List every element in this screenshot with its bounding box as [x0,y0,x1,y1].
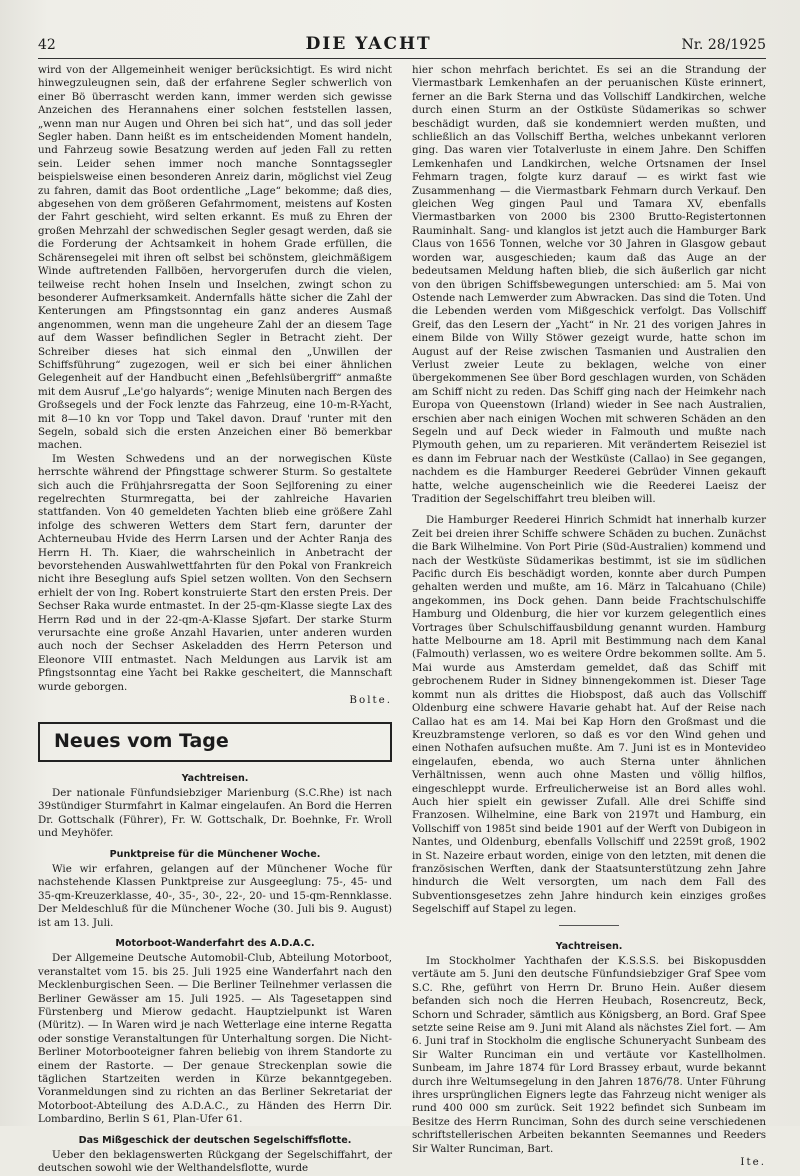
signature-line [38,694,392,707]
news-heading: Punktpreise für die Münchener Woche. [109,848,321,860]
news-heading: Yachtreisen. [555,940,623,952]
news-paragraph: Ueber den beklagenswerten Rückgang der Segelschiffahrt, der deutschen sowohl wie der Welthandelsflotte, wurde [38,1149,392,1175]
magazine-title: DIE YACHT [305,34,432,54]
news-heading: Motorboot-Wanderfahrt des A.D.A.C. [115,937,315,949]
article-paragraph: Im Westen Schwedens und an der norwegischen Küste herrschte während der Pfingsttage schwerer Sturm. So gestaltete sich auch die Frühjahrsregatta der Soon Sejlforening zu einer regelrechten Sturmregatta, bei der zahlreiche Havarien stattfanden. Von 40 gemeldeten Yachten blieb eine größere Zahl infolge des schweren Wetters dem Start fern, darunter der Achterneubau Hvide des Herrn Larsen und der Achter Ranja des Herrn H. Th. Kiaer, die wahrscheinlich in Anbetracht der bevorstehenden Auswahlwettfahrten für den Pokal von Frankreich nicht ihre Beseglung aufs Spiel setzen wollten. Von den Sechsern erhielt der von Ing. Robert konstruierte Start den ersten Preis. Der Sechser Raka wurde entmastet. In der 25-qm-Klasse siegte Lax des Herrn Rød und in der 22-qm-A-Klasse Sjøfart. Der starke Sturm verursachte eine große Anzahl Havarien, unter anderen wurden auch noch der Sechser Askeladden des Herrn Peterson und Eleonore VIII entmastet. Nach Meldungen aus Larvik ist am Pfingstsonntag eine Yacht bei Rakke gescheitert, die Mannschaft wurde geborgen. [38,452,392,693]
right-column [412,64,766,1170]
signature-line [412,1156,766,1169]
page-header [38,34,766,56]
news-heading: Das Mißgeschick der deutschen Segelschiffsflotte. [78,1134,352,1146]
author-signature: Bolte. [349,694,392,707]
article-paragraph: wird von der Allgemeinheit weniger berücksichtigt. Es wird nicht hinwegzuleugnen sein, daß der erfahrene Segler schwerlich von einer Bö überrascht werden kann, immer werden sich gewisse Anzeichen des Herannahens einer solchen feststellen lassen, „wenn man nur Augen und Ohren bei sich hat“, und das soll jeder Segler haben. Dann heißt es im entscheidenden Moment handeln, und Fahrzeug sowie Besatzung werden auf jeden Fall zu retten sein. Leider sehen immer noch manche Sonntagssegler beispielsweise einen besonderen Anreiz darin, möglichst viel Zeug zu fahren, damit das Boot ordentliche „Lage“ bekomme; daß dies, abgesehen von dem größeren Gefahrmoment, meistens auf Kosten der Fahrt geschieht, wird selten erkannt. Es muß zu Ehren der großen Mehrzahl der schwedischen Segler gesagt werden, daß sie die Forderung der Achtsamkeit in hohem Grade erfüllen, die Schärensegelei mit ihren oft selbst bei schönstem, gleichmäßigem Winde auftretenden Fallböen, hervorgerufen durch die vielen, teilweise recht hohen Inseln und Inselchen, zwingt schon zu besonderer Aufmerksamkeit. Andernfalls hätte sicher die Zahl der Kenterungen am Pfingstsonntag ein ganz anderes Ausmaß angenommen, wenn man die ungeheure Zahl der an diesem Tage auf dem Wasser befindlichen Segler in Betracht zieht. Der Schreiber dieses hat sich einmal den „Unwillen der Schiffsführung“ zugezogen, weil er sich bei einer ähnlichen Gelegenheit auf der Handbucht einen „Befehlsübergriff“ anmaßte mit dem Ausruf „Le'go halyards“; wenige Minuten nach Bergen des Großsegels und der Fock lenzte das Fahrzeug, eine 10-m-R-Yacht, mit 8—10 kn vor Topp und Takel davon. Drauf 'runter mit den Segeln, sobald sich die ersten Anzeichen einer Bö bemerkbar machen. [38,64,392,452]
section-box [38,722,392,762]
news-paragraph: Der nationale Fünfundsiebziger Marienburg (S.C.Rhe) ist nach 39stündiger Sturmfahrt in Kalmar eingelaufen. An Bord die Herren Dr. Gottschalk (Führer), Fr. W. Gottschalk, Dr. Boehnke, Fr. Wroll und Meyhöfer. [38,786,392,840]
section-title: Neues vom Tage [54,729,229,752]
news-paragraph: Im Stockholmer Yachthafen der K.S.S.S. bei Biskopusdden vertäute am 5. Juni den deutsche Fünfundsiebziger Graf Spee vom S.C. Rhe, geführt von Herrn Dr. Bruno Hein. Außer diesem befanden sich noch die Herren Heubach, Rosencreutz, Beck, Schorn und Schrader, sämtlich aus Königsberg, an Bord. Graf Spee setzte seine Reise am 9. Juni mit Aland als nächstes Ziel fort. — Am 6. Juni traf in Stockholm die englische Schuneryacht Sunbeam des Sir Walter Runciman ein und vertäute vor Kastellholmen. Sunbeam, im Jahre 1874 für Lord Brassey erbaut, wurde bekannt durch ihre Weltumsegelung in den Jahren 1876/78. Unter Führung ihres ursprünglichen Eigners legte das Fahrzeug nicht weniger als rund 400 000 sm zurück. Seit 1922 befindet sich Sunbeam im Besitze des Herrn Runciman, Sohn des durch seine verschiedenen schriftstellerischen Arbeiten bekannten Seemannes und Reeders Sir Walter Runciman, Bart. [412,955,766,1155]
news-heading: Yachtreisen. [181,772,249,784]
left-column [38,64,392,1176]
page-number: 42 [38,37,56,53]
header-rule [38,58,766,59]
article-paragraph: hier schon mehrfach berichtet. Es sei an die Strandung der Viermastbark Lemkenhafen an der peruanischen Küste erinnert, ferner an die Bark Sterna und das Vollschiff Landkirchen, welche durch einen Sturm an der Ostküste Südamerikas so schwer beschädigt wurden, daß sie kondemniert werden mußten, und schließlich an das Vollschiff Bertha, welches unbekannt verloren ging. Das waren vier Totalverluste in einem Jahre. Den Schiffen Lemkenhafen und Landkirchen, welche Ortsnamen der Insel Fehmarn tragen, folgte kurz darauf — es wirkt fast wie Zusammenhang — die Viermastbark Fehmarn durch Verkauf. Den gleichen Weg gingen Paul und Tamara XV, ebenfalls Viermastbarken von 2000 bis 2300 Brutto-Registertonnen Rauminhalt. Sang- und klanglos ist jetzt auch die Hamburger Bark Claus von 1656 Tonnen, welche vor 30 Jahren in Glasgow gebaut worden war, ausgeschieden; kaum daß das Auge an der bedeutsamen Meldung haften blieb, die sich äußerlich gar nicht von den übrigen Schiffsbewegungen unterschied: am 5. Mai von Ostende nach Lemwerder zum Abwracken. Das sind die Toten. Und die Lebenden werden vom Mißgeschick verfolgt. Das Vollschiff Greif, das den Lesern der „Yacht“ in Nr. 21 des vorigen Jahres in einem Bilde von Willy Stöwer gezeigt wurde, hatte schon im August auf der Reise zwischen Tasmanien und Australien den Verlust zweier Leute zu beklagen, welche von einer übergekommenen See über Bord geschlagen wurden, von Schäden am Schiff nicht zu reden. Das Schiff ging nach der Heimkehr nach Europa von Queenstown (Irland) wieder in See nach Australien, erschien aber nach einigen Wochen mit schweren Schäden an den Segeln und auf Deck wieder in Falmouth und mußte nach Plymouth gehen, um zu reparieren. Mit verändertem Reiseziel ist es dann im Februar nach der Westküste (Callao) in See gegangen, nachdem es die Hamburger Reederei Gebrüder Vinnen gekauft hatte, welche augenscheinlich wie die Reederei Laeisz der Tradition der Segelschiffahrt treu bleiben will. [412,64,766,505]
issue-number: Nr. 28/1925 [681,37,766,53]
author-signature: Ite. [740,1156,766,1169]
article-paragraph: Die Hamburger Reederei Hinrich Schmidt hat innerhalb kurzer Zeit bei dreien ihrer Schiffe schwere Schäden zu buchen. Zunächst die Bark Wilhelmine. Von Port Pirie (Süd-Australien) kommend und nach der Westküste Südamerikas bestimmt, ist sie im südlichen Pacific durch Eis beschädigt worden, konnte aber durch Pumpen gehalten werden und mußte, am 16. März in Talcahuano (Chile) angekommen, ins Dock gehen. Dann beide Frachtschulschiffe Hamburg und Oldenburg, die hier vor kurzem gelegentlich eines Vortrages über Schulschiffausbildung genannt wurden. Hamburg hatte Melbourne am 18. April mit Bestimmung nach dem Kanal (Falmouth) verlassen, wo es weitere Ordre bekommen sollte. Am 5. Mai wurde aus Amsterdam gemeldet, daß das Schiff mit gebrochenem Ruder in Sidney binnengekommen ist. Dieser Tage kommt nun als drittes die Hiobspost, daß auch das Vollschiff Oldenburg eine schwere Havarie gehabt hat. Auf der Reise nach Callao hat es am 14. Mai bei Kap Horn den Großmast und die Kreuzbramstenge verloren, so daß es vor den Wind gehen und einen Nothafen aufsuchen mußte. Am 7. Juni ist es in Montevideo eingelaufen, ebenda, wo auch Sterna unter ähnlichen Verhältnissen, wenn auch ohne Masten und völlig hilflos, eingeschleppt wurde. Erfreulicherweise ist an Bord alles wohl. Auch hier spielt ein gewisser Zufall. Alle drei Schiffe sind Franzosen. Wilhelmine, eine Bark von 2197t und Hamburg, ein Vollschiff von 1985t sind beide 1901 auf der Werft von Dubigeon in Nantes, und Oldenburg, ebenfalls Vollschiff und 2259t groß, 1902 in St. Nazeire erbaut worden, einige von den letzten, mit denen die französischen Werften, dank der Staatsunterstützung zehn Jahre hindurch die Welt versorgten, um nach dem Fall des Subventionsgesetzes zehn Jahre hindurch kein einziges großes Segelschiff auf Stapel zu legen. [412,514,766,916]
news-paragraph: Wie wir erfahren, gelangen auf der Münchener Woche für nachstehende Klassen Punktpreise zur Ausgeeglung: 75-, 45- und 35-qm-Kreuzerklasse, 40-, 35-, 30-, 22-, 20- und 15-qm-Rennklasse. Der Meldeschluß für die Münchener Woche (30. Juli bis 9. August) ist am 13. Juli. [38,862,392,929]
news-paragraph: Der Allgemeine Deutsche Automobil-Club, Abteilung Motorboot, veranstaltet vom 15. bis 25. Juli 1925 eine Wanderfahrt nach den Mecklenburgischen Seen. — Die Berliner Teilnehmer verlassen die Berliner Gewässer am 15. Juli 1925. — Als Tagesetappen sind Fürstenberg und Mierow gedacht. Hauptzielpunkt ist Waren (Müritz). — In Waren wird je nach Wetterlage eine interne Regatta oder sonstige Veranstaltungen für Unterhaltung sorgen. Die Nicht-Berliner Motorbooteigner fahren beliebig von ihrem Standorte zu einem der Rastorte. — Der genaue Streckenplan sowie die täglichen Startzeiten werden in Kürze bekanntgegeben. Voranmeldungen sind zu richten an das Berliner Sekretariat der Motorboot-Abteilung des A.D.A.C., zu Händen des Herrn Dir. Lombardino, Berlin S 61, Plan-Ufer 61. [38,952,392,1126]
section-divider [559,925,619,926]
